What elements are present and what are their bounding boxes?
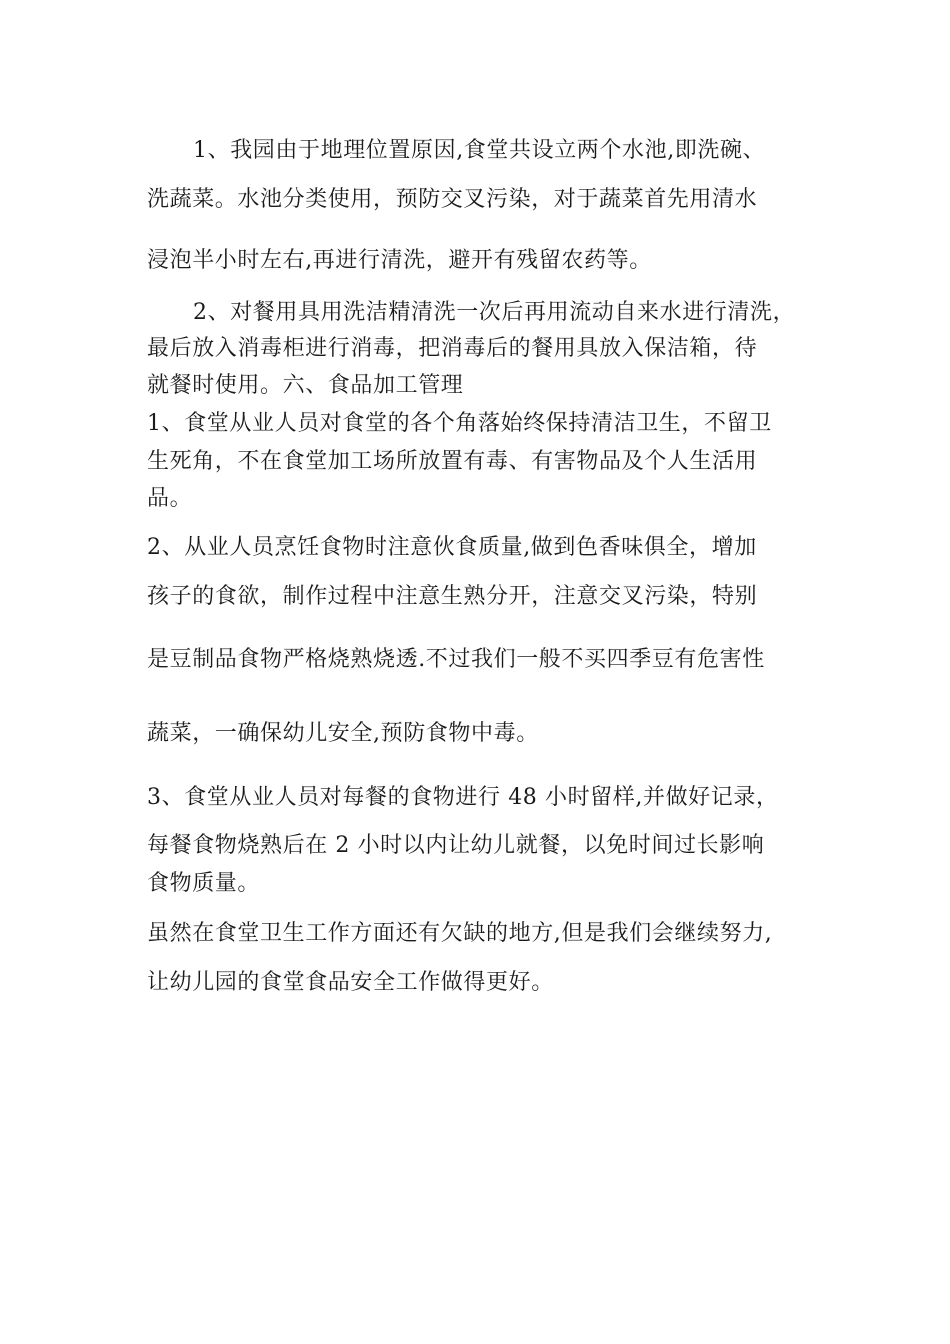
text-line: 食物质量。 — [147, 871, 261, 896]
text-line: 洗蔬菜。水池分类使用，预防交叉污染，对于蔬菜首先用清水 — [147, 187, 758, 212]
text-line: 虽然在食堂卫生工作方面还有欠缺的地方,但是我们会继续努力, — [147, 921, 773, 946]
text-line: 是豆制品食物严格烧熟烧透.不过我们一般不买四季豆有危害性 — [147, 647, 765, 672]
text-line: 品。 — [147, 486, 193, 511]
text-line: 3、食堂从业人员对每餐的食物进行 48 小时留样,并做好记录， — [147, 785, 779, 810]
text-line: 生死角，不在食堂加工场所放置有毒、有害物品及个人生活用 — [147, 449, 758, 474]
text-line: 2、从业人员烹饪食物时注意伙食质量,做到色香味俱全，增加 — [147, 535, 757, 560]
text-line: 让幼儿园的食堂食品安全工作做得更好。 — [147, 970, 554, 995]
text-line: 最后放入消毒柜进行消毒，把消毒后的餐用具放入保洁箱，待 — [147, 336, 758, 361]
text-line: 2、对餐用具用洗洁精清洗一次后再用流动自来水进行清洗， — [193, 300, 796, 325]
text-line: 每餐食物烧熟后在 2 小时以内让幼儿就餐，以免时间过长影响 — [147, 833, 765, 858]
text-line: 1、我园由于地理位置原因,食堂共设立两个水池,即洗碗、 — [193, 138, 766, 163]
text-line: 就餐时使用。六、食品加工管理 — [147, 373, 464, 398]
text-line: 孩子的食欲，制作过程中注意生熟分开，注意交叉污染，特别 — [147, 584, 758, 609]
text-line: 浸泡半小时左右,再进行清洗，避开有残留农药等。 — [147, 248, 652, 273]
text-line: 1、食堂从业人员对食堂的各个角落始终保持清洁卫生，不留卫 — [147, 411, 772, 436]
text-line: 蔬菜，一确保幼儿安全,预防食物中毒。 — [147, 721, 539, 746]
